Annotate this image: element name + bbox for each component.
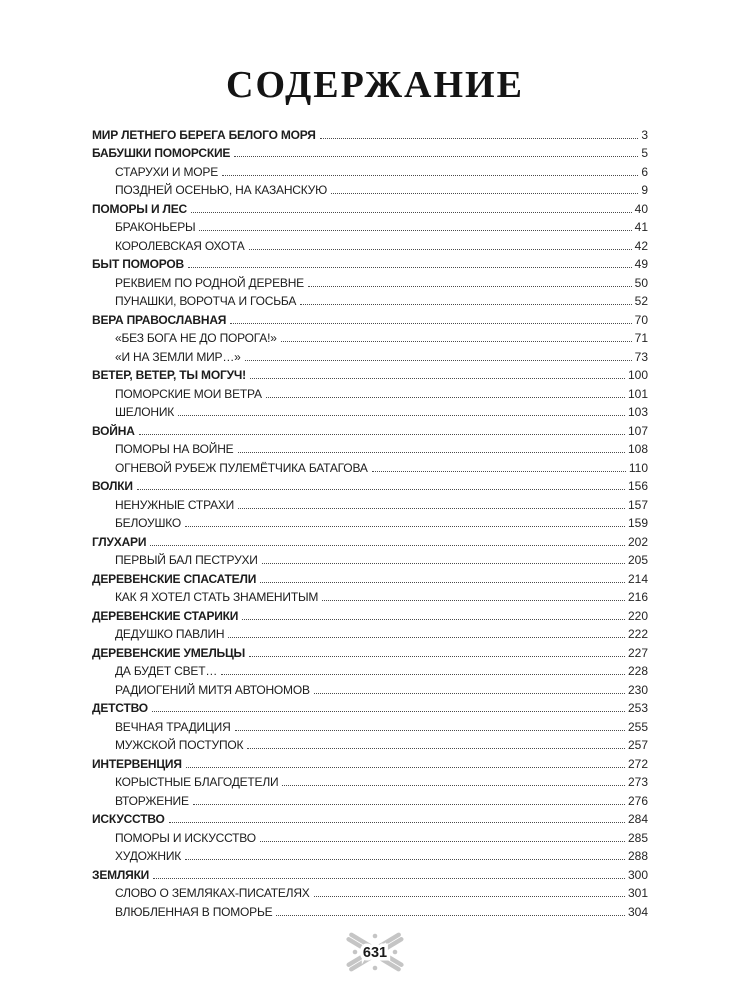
toc-entry-page: 276 [627, 793, 648, 808]
page-number: 631 [362, 945, 388, 961]
dot-leader [245, 360, 632, 361]
dot-leader [282, 785, 625, 786]
dot-leader [260, 582, 625, 583]
toc-entry-label: ЗЕМЛЯКИ [92, 867, 150, 882]
dot-leader [320, 138, 639, 139]
toc-entry-page: 255 [627, 719, 648, 734]
toc-entry [92, 493, 648, 512]
footer-ornament-icon [342, 929, 408, 975]
toc-entry-page: 108 [627, 442, 648, 456]
toc-entry [92, 789, 648, 808]
dot-leader [185, 526, 625, 527]
toc-entry-label: ДА БУДЕТ СВЕТ… [115, 664, 218, 678]
dot-leader [308, 286, 632, 287]
toc-entry-page: 3 [641, 127, 648, 142]
toc-entry-label: БРАКОНЬЕРЫ [115, 220, 196, 234]
toc-list [92, 123, 648, 919]
toc-entry [92, 808, 648, 827]
dot-leader [281, 341, 632, 342]
toc-entry [92, 234, 648, 253]
toc-entry-label: ПОМОРЫ И ЛЕС [92, 201, 188, 216]
toc-entry [92, 290, 648, 309]
dot-leader [247, 748, 625, 749]
toc-entry-page: 300 [627, 867, 648, 882]
toc-entry-page: 70 [634, 312, 648, 327]
toc-entry [92, 771, 648, 790]
toc-entry-page: 157 [627, 497, 648, 512]
toc-entry [92, 752, 648, 771]
dot-leader [191, 212, 632, 213]
dot-leader [249, 656, 625, 657]
toc-entry-label: ВЕЧНАЯ ТРАДИЦИЯ [115, 719, 231, 734]
toc-entry-page: 103 [627, 405, 648, 419]
dot-leader [153, 878, 625, 879]
toc-entry [92, 845, 648, 864]
toc-entry-label: БАБУШКИ ПОМОРСКИЕ [92, 146, 231, 160]
toc-entry-label: «БЕЗ БОГА НЕ ДО ПОРОГА!» [115, 331, 277, 345]
dot-leader [222, 175, 638, 176]
toc-entry [92, 327, 648, 346]
dot-leader [185, 859, 625, 860]
toc-entry-page: 253 [627, 701, 648, 715]
toc-entry-label: ДЕТСТВО [92, 701, 148, 715]
toc-entry-page: 230 [627, 682, 648, 697]
toc-entry [92, 308, 648, 327]
toc-entry [92, 586, 648, 605]
toc-entry-page: 272 [627, 756, 648, 771]
toc-entry [92, 660, 648, 679]
toc-entry-label: ДЕРЕВЕНСКИЕ СПАСАТЕЛИ [92, 571, 257, 586]
dot-leader [199, 230, 631, 231]
toc-entry-label: ВТОРЖЕНИЕ [115, 793, 189, 808]
toc-entry-page: 50 [634, 275, 648, 290]
toc-entry [92, 345, 648, 364]
toc-entry [92, 179, 648, 198]
toc-entry-label: ВЛЮБЛЕННАЯ В ПОМОРЬЕ [115, 904, 273, 919]
toc-entry [92, 142, 648, 161]
toc-entry-page: 101 [627, 386, 648, 401]
dot-leader [152, 711, 625, 712]
toc-entry-page: 273 [627, 775, 648, 789]
toc-entry-page: 71 [634, 331, 648, 345]
toc-entry [92, 882, 648, 901]
toc-entry-label: ОГНЕВОЙ РУБЕЖ ПУЛЕМЁТЧИКА БАТАГОВА [115, 460, 368, 475]
dot-leader [188, 267, 632, 268]
dot-leader [242, 619, 625, 620]
toc-entry-label: КОРЫСТНЫЕ БЛАГОДЕТЕЛИ [115, 775, 279, 789]
dot-leader [221, 674, 625, 675]
dot-leader [262, 563, 625, 564]
toc-entry-label: ПЕРВЫЙ БАЛ ПЕСТРУХИ [115, 553, 258, 567]
toc-entry-page: 284 [627, 812, 648, 826]
toc-entry-label: ШЕЛОНИК [115, 405, 175, 419]
toc-entry-page: 285 [627, 830, 648, 845]
dot-leader [260, 841, 625, 842]
toc-entry-label: БЕЛОУШКО [115, 516, 182, 530]
toc-entry-label: МИР ЛЕТНЕГО БЕРЕГА БЕЛОГО МОРЯ [92, 127, 316, 142]
dot-leader [235, 730, 625, 731]
toc-entry [92, 678, 648, 697]
dot-leader [178, 415, 625, 416]
toc-entry-page: 202 [627, 534, 648, 549]
toc-entry-label: ПОМОРСКИЕ МОИ ВЕТРА [115, 386, 262, 401]
toc-entry-page: 100 [627, 368, 648, 382]
dot-leader [249, 249, 632, 250]
toc-entry-page: 214 [627, 571, 648, 586]
toc-entry-page: 304 [627, 904, 648, 919]
toc-entry-label: РЕКВИЕМ ПО РОДНОЙ ДЕРЕВНЕ [115, 275, 304, 290]
toc-entry-label: ВЕТЕР, ВЕТЕР, ТЫ МОГУЧ! [92, 368, 246, 382]
toc-entry-label: ИНТЕРВЕНЦИЯ [92, 756, 182, 771]
dot-leader [322, 600, 625, 601]
toc-entry-label: ПОЗДНЕЙ ОСЕНЬЮ, НА КАЗАНСКУЮ [115, 183, 328, 197]
dot-leader [250, 378, 625, 379]
toc-entry [92, 401, 648, 420]
toc-entry [92, 567, 648, 586]
dot-leader [276, 915, 625, 916]
toc-entry-label: ВОЙНА [92, 423, 135, 438]
toc-entry-page: 156 [627, 479, 648, 493]
dot-leader [169, 822, 625, 823]
toc-entry-label: ДЕРЕВЕНСКИЕ СТАРИКИ [92, 608, 239, 623]
dot-leader [193, 804, 625, 805]
toc-entry-label: КАК Я ХОТЕЛ СТАТЬ ЗНАМЕНИТЫМ [115, 590, 319, 604]
page-footer [0, 929, 750, 975]
toc-entry-label: НЕНУЖНЫЕ СТРАХИ [115, 497, 235, 512]
toc-entry-label: «И НА ЗЕМЛИ МИР…» [115, 349, 241, 364]
dot-leader [139, 434, 625, 435]
toc-entry-label: МУЖСКОЙ ПОСТУПОК [115, 738, 244, 752]
dot-leader [186, 767, 625, 768]
dot-leader [234, 156, 638, 157]
toc-entry [92, 216, 648, 235]
toc-entry-page: 5 [641, 146, 648, 160]
toc-entry-page: 222 [627, 627, 648, 641]
toc-entry-label: ХУДОЖНИК [115, 849, 182, 863]
toc-entry [92, 734, 648, 753]
toc-entry [92, 530, 648, 549]
dot-leader [266, 397, 625, 398]
dot-leader [238, 452, 625, 453]
toc-entry [92, 623, 648, 642]
dot-leader [150, 545, 625, 546]
toc-entry-label: СЛОВО О ЗЕМЛЯКАХ-ПИСАТЕЛЯХ [115, 886, 310, 900]
dot-leader [331, 193, 638, 194]
toc-entry-label: ИСКУССТВО [92, 812, 165, 826]
toc-entry-label: ГЛУХАРИ [92, 534, 147, 549]
toc-entry-label: СТАРУХИ И МОРЕ [115, 164, 219, 179]
toc-entry-page: 205 [627, 553, 648, 567]
toc-entry-label: БЫТ ПОМОРОВ [92, 257, 184, 271]
toc-entry-page: 301 [627, 886, 648, 900]
dot-leader [300, 304, 631, 305]
toc-entry [92, 475, 648, 494]
toc-entry-label: ВЕРА ПРАВОСЛАВНАЯ [92, 312, 227, 327]
dot-leader [228, 637, 625, 638]
dot-leader [137, 489, 625, 490]
toc-entry-page: 52 [634, 294, 648, 308]
toc-entry [92, 456, 648, 475]
toc-entry [92, 419, 648, 438]
toc-entry [92, 697, 648, 716]
toc-entry-label: РАДИОГЕНИЙ МИТЯ АВТОНОМОВ [115, 682, 310, 697]
dot-leader [314, 896, 625, 897]
toc-entry-page: 227 [627, 645, 648, 660]
toc-entry [92, 900, 648, 919]
toc-entry-page: 9 [641, 183, 648, 197]
toc-entry [92, 863, 648, 882]
dot-leader [230, 323, 631, 324]
dot-leader [238, 508, 625, 509]
page-title: СОДЕРЖАНИЕ [226, 64, 524, 106]
dot-leader [372, 471, 626, 472]
toc-entry [92, 123, 648, 142]
toc-entry-page: 107 [627, 423, 648, 438]
toc-entry-page: 228 [627, 664, 648, 678]
toc-entry [92, 253, 648, 272]
toc-entry-label: ПОМОРЫ И ИСКУССТВО [115, 830, 256, 845]
toc-entry-page: 41 [634, 220, 648, 234]
dot-leader [314, 693, 625, 694]
toc-entry [92, 364, 648, 383]
toc-entry-label: ДЕРЕВЕНСКИЕ УМЕЛЬЦЫ [92, 645, 246, 660]
toc-entry [92, 197, 648, 216]
toc-entry-label: КОРОЛЕВСКАЯ ОХОТА [115, 238, 245, 253]
toc-entry-page: 73 [634, 349, 648, 364]
toc-entry-page: 257 [627, 738, 648, 752]
toc-entry [92, 549, 648, 568]
toc-entry [92, 826, 648, 845]
toc-entry [92, 715, 648, 734]
toc-entry [92, 641, 648, 660]
toc-entry-page: 110 [628, 460, 648, 475]
toc-entry [92, 604, 648, 623]
toc-entry [92, 512, 648, 531]
toc-entry [92, 160, 648, 179]
toc-entry-page: 49 [634, 257, 648, 271]
toc-entry-page: 40 [634, 201, 648, 216]
toc-entry-page: 159 [627, 516, 648, 530]
toc-entry-label: ВОЛКИ [92, 479, 133, 493]
toc-entry [92, 382, 648, 401]
toc-entry-page: 216 [627, 590, 648, 604]
toc-entry-label: ДЕДУШКО ПАВЛИН [115, 627, 225, 641]
toc-entry [92, 271, 648, 290]
toc-entry-page: 288 [627, 849, 648, 863]
toc-entry-label: ПОМОРЫ НА ВОЙНЕ [115, 442, 234, 456]
toc-entry-label: ПУНАШКИ, ВОРОТЧА И ГОСЬБА [115, 294, 297, 308]
toc-entry-page: 220 [627, 608, 648, 623]
toc-entry-page: 6 [641, 164, 648, 179]
toc-entry-page: 42 [634, 238, 648, 253]
toc-entry [92, 438, 648, 457]
